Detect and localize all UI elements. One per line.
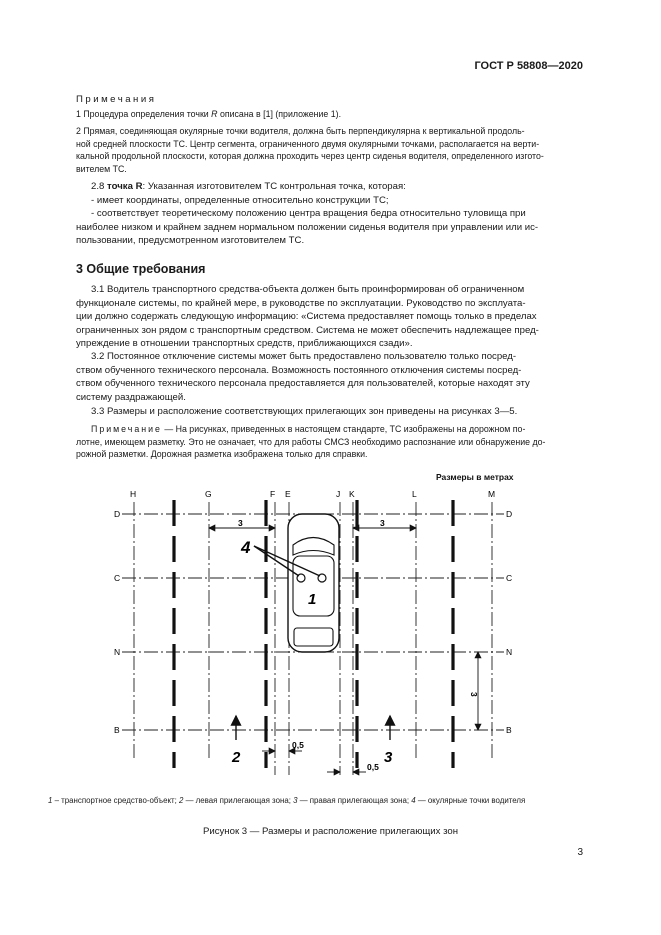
rear-window [294, 628, 333, 646]
dim-right-3: 3 [380, 518, 385, 528]
dim-left-0-5: 0,5 [292, 740, 304, 750]
paragraph-3-1: 3.1 Водитель транспортного средства-объекта должен быть проинформирован об ограниченном функционале системы, по крайней мере, в руководстве по эксплуатации. Руководство по эксплуата- ции должно содержать следующую информацию: «Система предоставляет помощь только в пределах ограниченных зон рядом с транспортным средством. Система не может обеспечить надлежащее пред- упреждение в отношении транспортных средств, приближающихся сзади». [76, 284, 539, 350]
callout-3: 3 [384, 749, 393, 766]
col-label-g: G [205, 489, 212, 499]
col-label-e: E [285, 489, 291, 499]
col-label-k: K [349, 489, 355, 499]
dim-vertical-3: 3 [469, 692, 479, 697]
point-r: R [211, 109, 218, 119]
col-label-j: J [336, 489, 341, 499]
row-label-d-left: D [114, 509, 121, 519]
col-label-l: L [412, 489, 417, 499]
callout-2: 2 [232, 749, 241, 766]
figure-caption: Рисунок 3 — Размеры и расположение прилегающих зон [202, 826, 459, 837]
dim-right-0-5: 0,5 [367, 762, 379, 772]
note-1: 1 Процедура определения точки R описана в [1] (приложение 1). [76, 109, 342, 119]
col-label-h: H [130, 489, 137, 499]
row-label-c-right: C [506, 573, 513, 583]
definition-2-8: 2.8 точка R: Указанная изготовителем ТС контрольная точка, которая: - имеет координаты, определенные относительно конструкции ТС; - соответствует теоретическому положению центра вращения бедра относительно туловища при наиболее низком и крайнем заднем нормальном положении сиденья водителя при управлении или ис- пользовании, предусмотренном изготовителем ТС. [76, 181, 539, 247]
row-label-n-left: N [114, 647, 121, 657]
row-label-b-left: B [114, 725, 120, 735]
callout-4: 4 [241, 538, 251, 557]
section-3-title: 3 Общие требования [76, 262, 206, 276]
standard-number: ГОСТ Р 58808—2020 [474, 60, 583, 72]
zone-arrows [236, 716, 390, 740]
note-2: 2 Прямая, соединяющая окулярные точки водителя, должна быть перпендикулярна к вертикальной продоль- ной средней плоскости ТС. Центр сегмента, ограниченного двумя окулярными точками, располагается на верти- кальной продольной плоскости, которая должна проходить через центр сиденья водителя, определенного изгото- вителем ТС. [76, 126, 544, 174]
col-label-m: M [488, 489, 496, 499]
callout-1: 1 [308, 591, 317, 608]
row-label-b-right: B [506, 725, 512, 735]
notes-title: Примечания [76, 94, 157, 105]
paragraph-3-2: 3.2 Постоянное отключение системы может быть предоставлено пользователю только посред- ством обученного технического персонала. Возможность постоянного отключения системы посред- ством обученного технического персонала предоставляется для пользователей, которые находят эту систему раздражающей. [76, 351, 530, 403]
row-label-n-right: N [506, 647, 513, 657]
row-label-d-right: D [506, 509, 513, 519]
col-label-f: F [270, 489, 276, 499]
subject-vehicle [288, 514, 339, 652]
units-label: Размеры в метрах [436, 472, 514, 482]
figure-note: Примечание — На рисунках, приведенных в настоящем стандарте, ТС изображены на дорожном по- лотне, имеющем разметку. Это не означает, что для работы СМСЗ необходимо распознание или обнаружение до- рожной разметки. Дорожная разметка изображена только для справки. [76, 424, 546, 460]
row-label-c-left: C [114, 573, 121, 583]
dim-left-3: 3 [238, 518, 243, 528]
figure-legend: 1 – транспортное средство-объект; 2 — левая прилегающая зона; 3 — правая прилегающая зона; 4 — окулярные точки водителя [48, 796, 526, 805]
page-number: 3 [577, 847, 583, 858]
paragraph-3-3: 3.3 Размеры и расположение соответствующих прилегающих зон приведены на рисунках 3—5. [91, 406, 518, 417]
